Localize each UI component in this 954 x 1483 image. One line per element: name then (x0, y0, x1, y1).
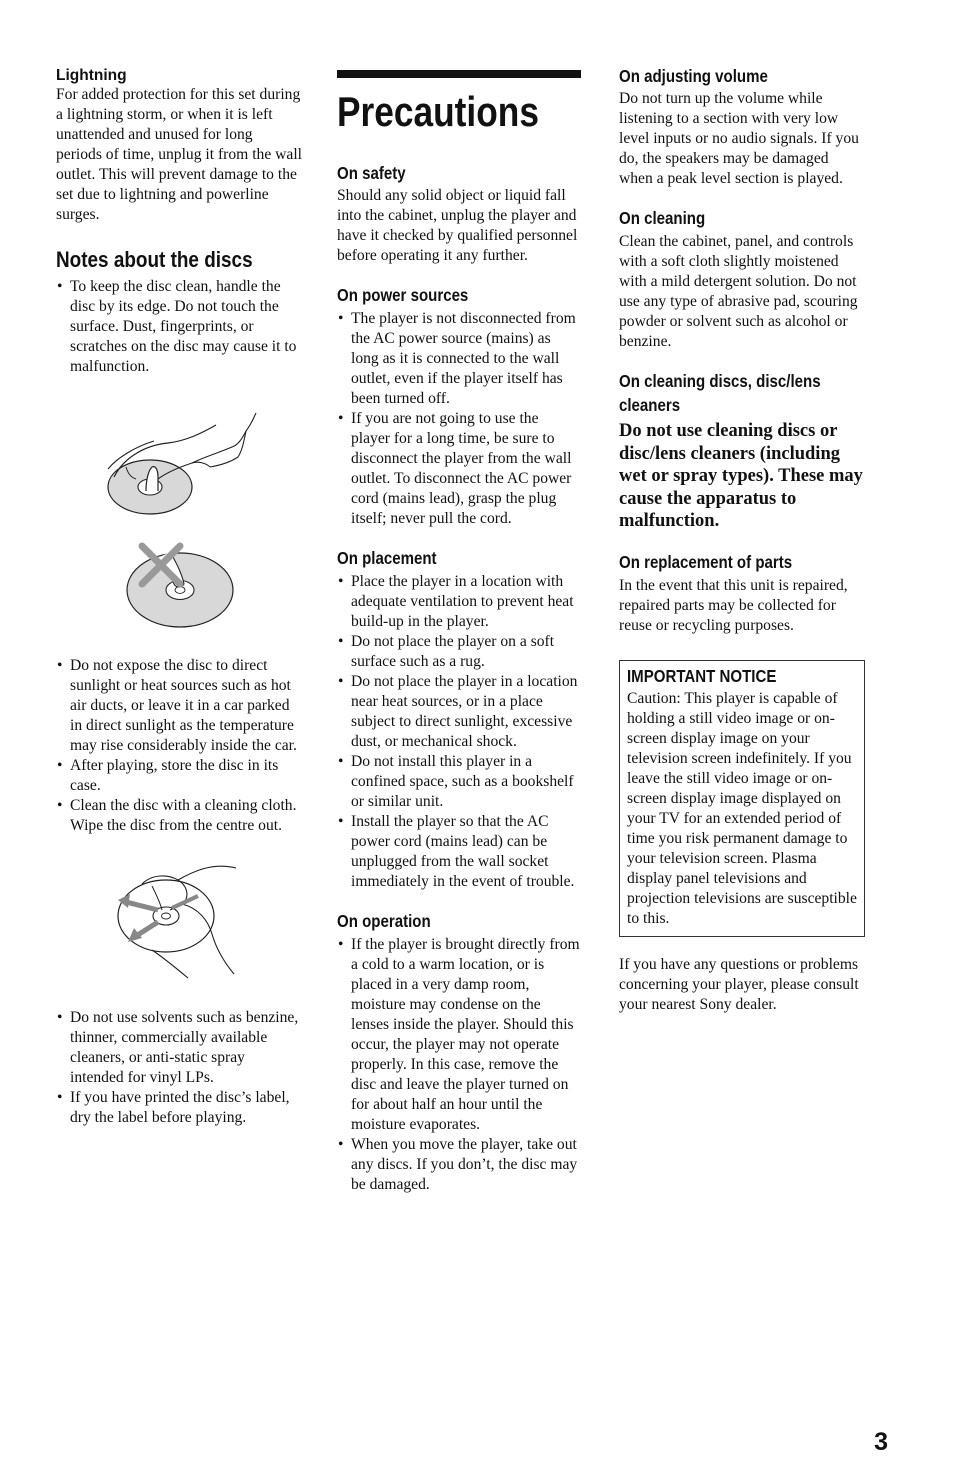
list-item: • If you have printed the disc’s label, dry the label before playing. (56, 1088, 302, 1128)
power-heading: On power sources (337, 285, 469, 305)
lightning-heading: Lightning (56, 67, 127, 84)
wipe-text: Wipe the disc from the centre out. (70, 817, 282, 834)
page-title: Precautions (337, 88, 539, 135)
list-item: • To keep the disc clean, handle the disc by its edge. Do not touch the surface. Dust, fingerprints, or scratches on the disc may cause it to malfunction. (56, 277, 302, 377)
column-middle (337, 0, 581, 1195)
list-item: • When you move the player, take out any discs. If you don’t, the disc may be damaged. (337, 1135, 581, 1195)
title-rule (337, 70, 581, 78)
notice-text: Caution: This player is capable of holding a still video image or on-screen display image on your television screen indefinitely. If you leave the still video image or on-screen display image displayed on your TV for an extended period of time you risk permanent damage to your television screen. Plasma display panel televisions and projection televisions are susceptible to this. (627, 689, 857, 927)
operation-bullets (337, 935, 581, 1195)
lightning-text: For added protection for this set during a lightning storm, or when it is left unattended and unused for long periods of time, unplug it from the wall outlet. This will prevent damage to the set due to lightning and powerline surges. (56, 86, 302, 223)
list-item: • Clean the disc with a cleaning cloth. (56, 796, 302, 816)
list-item: • Place the player in a location with adequate ventilation to prevent heat build-up in the player. (337, 572, 581, 632)
discs-bullets-a (56, 277, 302, 377)
list-item: • The player is not disconnected from the AC power source (mains) as long as it is connected to the wall outlet, even if the player itself has been turned off. (337, 309, 581, 409)
important-notice-box (619, 660, 865, 937)
list-item: • Do not expose the disc to direct sunlight or heat sources such as hot air ducts, or leave it in a car parked in direct sunlight as the temperature may rise considerably inside the car. (56, 656, 302, 756)
cleaning-heading: On cleaning (619, 208, 706, 228)
safety-heading: On safety (337, 163, 406, 183)
list-item: • Do not use solvents such as benzine, thinner, commercially available cleaners, or anti-static spray intended for vinyl LPs. (56, 1008, 302, 1088)
closing-text: If you have any questions or problems concerning your player, please consult your nearest Sony dealer. (619, 955, 859, 1013)
safety-text: Should any solid object or liquid fall into the cabinet, unplug the player and have it checked by qualified personnel before operating it any further. (337, 187, 578, 264)
discs-bullets-c (56, 1008, 302, 1128)
operation-heading: On operation (337, 911, 431, 931)
cleaning-discs-warning: Do not use cleaning discs or disc/lens cleaners (including wet or spray types). These may cause the apparatus to malfunction. (619, 421, 863, 531)
page-number: 3 (874, 1428, 888, 1456)
placement-bullets (337, 572, 581, 892)
replacement-text: In the event that this unit is repaired, repaired parts may be collected for reuse or recycling purposes. (619, 576, 848, 634)
cleaning-discs-heading-line1: On cleaning discs, disc/lens (619, 371, 821, 391)
volume-text: Do not turn up the volume while listening to a section with very low level inputs or no audio signals. If you do, the speakers may be damaged when a peak level section is played. (619, 90, 859, 187)
volume-heading: On adjusting volume (619, 66, 768, 86)
list-item: • Do not place the player on a soft surface such as a rug. (337, 632, 581, 672)
notice-heading: IMPORTANT NOTICE (627, 665, 777, 686)
cleaning-text: Clean the cabinet, panel, and controls with a soft cloth slightly moistened with a mild detergent solution. Do not use any type of abrasive pad, scouring powder or solvent such as alcohol or benzine. (619, 233, 858, 350)
list-item: • Do not place the player in a location near heat sources, or in a place subject to direct sunlight, excessive dust, or mechanical shock. (337, 672, 581, 752)
cleaning-discs-heading-line2: cleaners (619, 395, 681, 415)
do-not-touch-disc-illustration (56, 538, 302, 630)
list-item: • After playing, store the disc in its case. (56, 756, 302, 796)
discs-bullets-b (56, 656, 302, 816)
power-bullets (337, 309, 581, 529)
wiping-disc-illustration (56, 854, 302, 984)
list-item: • Install the player so that the AC power cord (mains lead) can be unplugged from the wall socket immediately in the event of trouble. (337, 812, 581, 892)
list-item: • Do not install this player in a confined space, such as a bookshelf or similar unit. (337, 752, 581, 812)
hand-holding-disc-illustration (56, 407, 302, 522)
column-left (56, 0, 302, 1128)
placement-heading: On placement (337, 548, 437, 568)
list-item: • If the player is brought directly from a cold to a warm location, or is placed in a very damp room, moisture may condense on the lenses inside the player. Should this occur, the player may not operate properly. In this case, remove the disc and leave the player turned on for about half an hour until the moisture evaporates. (337, 935, 581, 1135)
replacement-heading: On replacement of parts (619, 551, 793, 572)
column-right (619, 0, 865, 1015)
discs-heading: Notes about the discs (56, 247, 253, 272)
list-item: • If you are not going to use the player for a long time, be sure to disconnect the player from the wall outlet. To disconnect the AC power cord (mains lead), grasp the plug itself; never pull the cord. (337, 409, 581, 529)
